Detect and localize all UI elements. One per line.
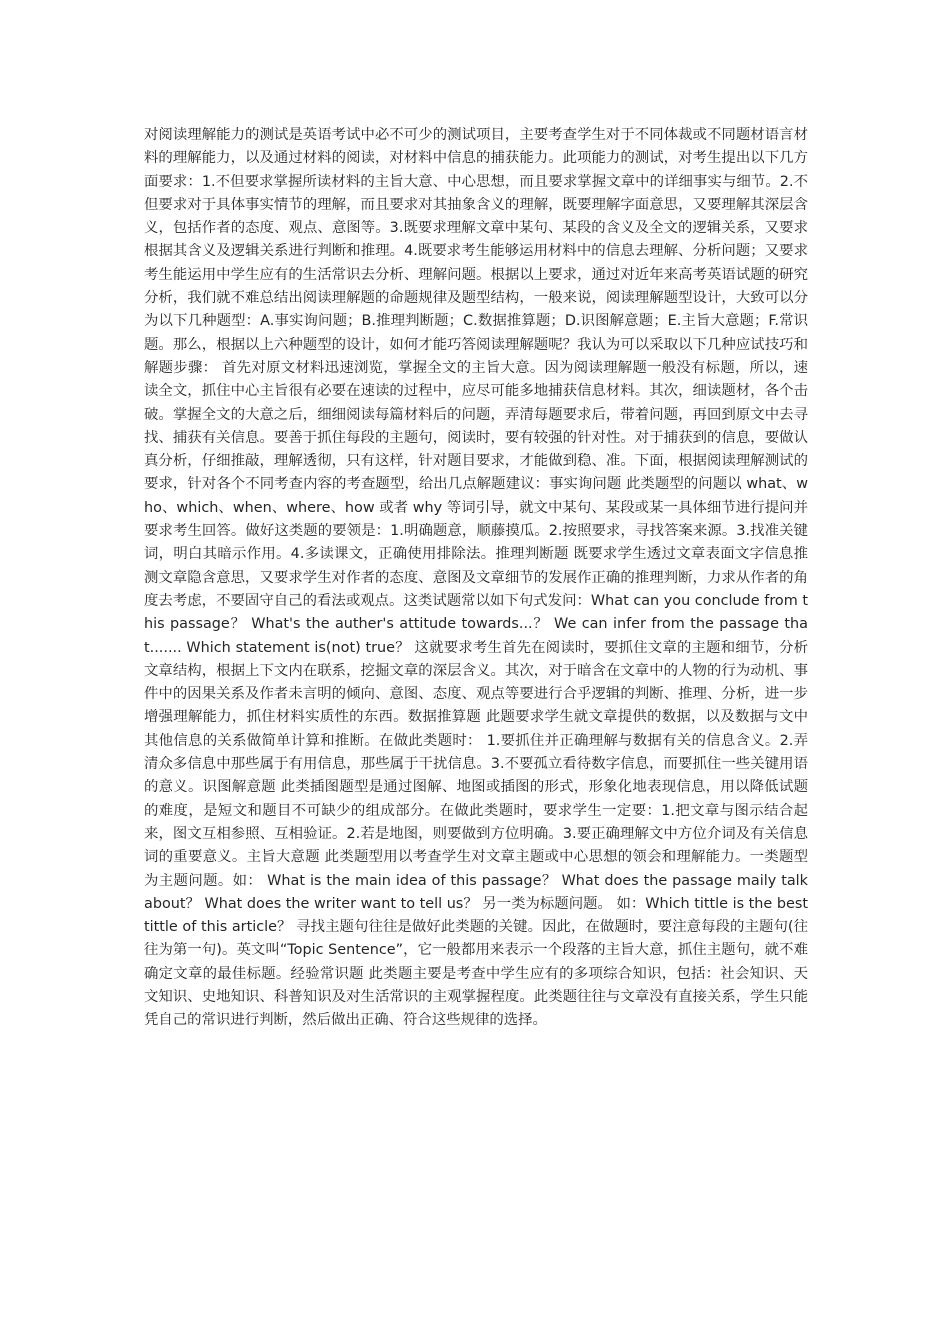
document-body	[144, 124, 808, 1033]
body-paragraph: 对阅读理解能力的测试是英语考试中必不可少的测试项目，主要考查学生对于不同体裁或不同题材语言材料的理解能力，以及通过材料的阅读，对材料中信息的捕获能力。此项能力的测试，对考生提出以下几方面要求：1.不但要求掌握所读材料的主旨大意、中心思想，而且要求掌握文章中的详细事实与细节。2.不但要求对于具体事实情节的理解，而且要求对其抽象含义的理解，既要理解字面意思，又要理解其深层含义，包括作者的态度、观点、意图等。3.既要求理解文章中某句、某段的含义及全文的逻辑关系，又要求根据其含义及逻辑关系进行判断和推理。4.既要求考生能够运用材料中的信息去理解、分析问题；又要求考生能运用中学生应有的生活常识去分析、理解问题。根据以上要求，通过对近年来高考英语试题的研究分析，我们就不难总结出阅读理解题的命题规律及题型结构，一般来说，阅读理解题型设计，大致可以分为以下几种题型：A.事实询问题；B.推理判断题；C.数据推算题；D.识图解意题；E.主旨大意题；F.常识题。那么，根据以上六种题型的设计，如何才能巧答阅读理解题呢？我认为可以采取以下几种应试技巧和解题步骤： 首先对原文材料迅速浏览，掌握全文的主旨大意。因为阅读理解题一般没有标题，所以，速读全文，抓住中心主旨很有必要在速读的过程中，应尽可能多地捕获信息材料。其次，细读题材，各个击破。掌握全文的大意之后，细细阅读每篇材料后的问题，弄清每题要求后，带着问题，再回到原文中去寻找、捕获有关信息。要善于抓住每段的主题句，阅读时，要有较强的针对性。对于捕获到的信息，要做认真分析，仔细推敲，理解透彻，只有这样，针对题目要求，才能做到稳、准。下面，根据阅读理解测试的要求，针对各个不同考查内容的考查题型，给出几点解题建议：事实询问题 此类题型的问题以 what、who、which、when、where、how 或者 why 等词引导，就文中某句、某段或某一具体细节进行提问并要求考生回答。做好这类题的要领是：1.明确题意，顺藤摸瓜。2.按照要求，寻找答案来源。3.找准关键词，明白其暗示作用。4.多读课文，正确使用排除法。推理判断题 既要求学生透过文章表面文字信息推测文章隐含意思，又要求学生对作者的态度、意图及文章细节的发展作正确的推理判断，力求从作者的角度去考虑，不要固守自己的看法或观点。这类试题常以如下句式发问：What can you conclude from this passage？ What's the auther's attitude towards...？ We can infer from the passage that....... Which statement is(not) true？ 这就要求考生首先在阅读时，要抓住文章的主题和细节，分析文章结构，根据上下文内在联系，挖掘文章的深层含义。其次，对于暗含在文章中的人物的行为动机、事件中的因果关系及作者未言明的倾向、意图、态度、观点等要进行合乎逻辑的判断、推理、分析，进一步增强理解能力，抓住材料实质性的东西。数据推算题 此题要求学生就文章提供的数据，以及数据与文中其他信息的关系做简单计算和推断。在做此类题时： 1.要抓住并正确理解与数据有关的信息含义。2.弄清众多信息中那些属于有用信息，那些属于干扰信息。3.不要孤立看待数字信息，而要抓住一些关键用语的意义。识图解意题 此类插图题型是通过图解、地图或插图的形式，形象化地表现信息，用以降低试题的难度，是短文和题目不可缺少的组成部分。在做此类题时，要求学生一定要：1.把文章与图示结合起来，图文互相参照、互相验证。2.若是地图，则要做到方位明确。3.要正确理解文中方位介词及有关信息词的重要意义。主旨大意题 此类题型用以考查学生对文章主题或中心思想的领会和理解能力。一类题型为主题问题。如： What is the main idea of this passage？ What does the passage maily talk about？ What does the writer want to tell us？ 另一类为标题问题。 如：Which tittle is the best tittle of this article？ 寻找主题句往往是做好此类题的关键。因此，在做题时，要注意每段的主题句(往往为第一句)。英文叫“Topic Sentence”，它一般都用来表示一个段落的主旨大意，抓住主题句，就不难确定文章的最佳标题。经验常识题 此类题主要是考查中学生应有的多项综合知识，包括：社会知识、天文知识、史地知识、科普知识及对生活常识的主观掌握程度。此类题往往与文章没有直接关系，学生只能凭自己的常识进行判断，然后做出正确、符合这些规律的选择。	[144, 127, 808, 1029]
